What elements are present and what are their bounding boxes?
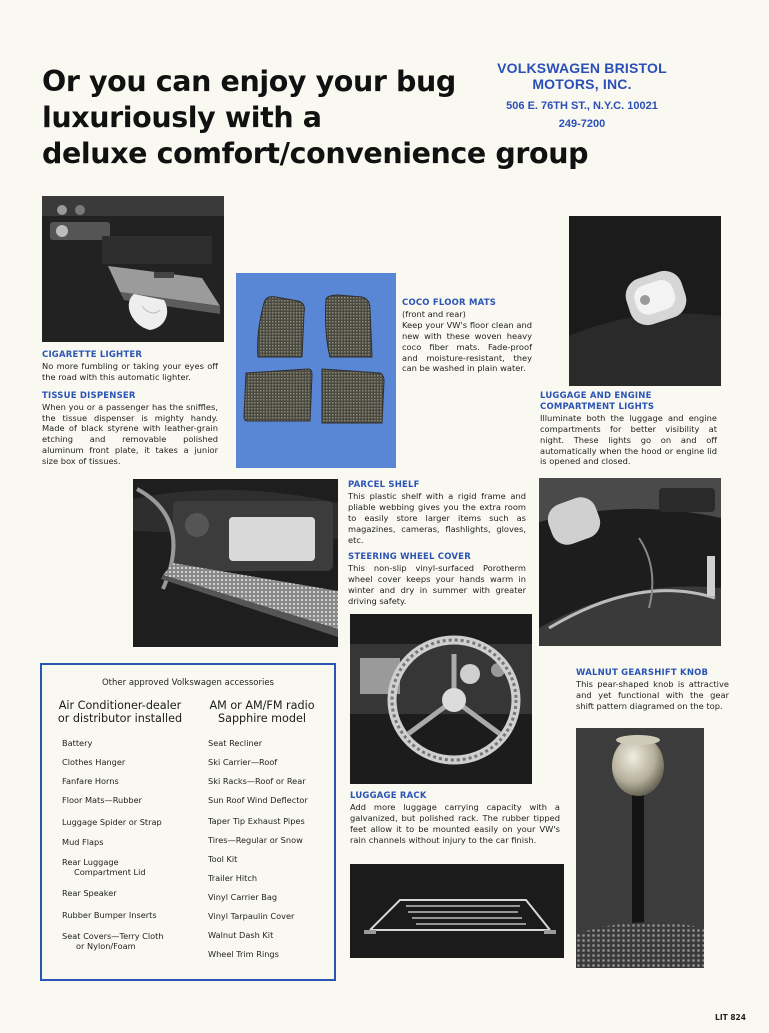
- col1-heading-line-2: or distributor installed: [57, 712, 183, 725]
- caption-compartment-lights: [540, 391, 717, 467]
- accessory-item: Tool Kit: [208, 854, 238, 864]
- parcel-shelf-photo: [133, 479, 338, 647]
- accessory-item: Walnut Dash Kit: [208, 930, 274, 940]
- footer-code: LIT 824: [715, 1013, 746, 1022]
- accessory-item: Luggage Spider or Strap: [62, 817, 162, 827]
- accessory-item: Seat Covers—Terry Cloth: [62, 931, 164, 941]
- accessory-item: Sun Roof Wind Deflector: [208, 795, 308, 805]
- headline-line-1: Or you can enjoy your bug: [42, 65, 456, 98]
- accessories-col1-heading: [50, 699, 190, 725]
- accessory-item: Vinyl Tarpaulin Cover: [208, 911, 295, 921]
- tissue-dispenser-photo: [42, 196, 224, 342]
- accessory-item: Rear Luggage: [62, 857, 119, 867]
- gearshift-knob-photo: [576, 728, 704, 968]
- text-luggage-rack: Add more luggage carrying capacity with a galvanized, but polished rack. The rubber tipped feet allow it to be mounted easily on your VW's rain channels without injury to the car finish.: [350, 801, 560, 845]
- accessory-item: Vinyl Carrier Bag: [208, 892, 278, 902]
- col2-heading-line-1: AM or AM/FM radio: [209, 699, 315, 712]
- steering-wheel-photo: [350, 614, 532, 784]
- accessories-list-col1: [62, 738, 164, 951]
- dealer-stamp: [462, 60, 702, 130]
- accessories-box: [40, 663, 336, 981]
- heading-coco-floor-mats: COCO FLOOR MATS: [402, 298, 497, 308]
- subheading-coco-floor-mats: (front and rear): [402, 308, 466, 319]
- heading-cigarette-lighter: CIGARETTE LIGHTER: [42, 350, 143, 360]
- dealer-name: VOLKSWAGEN BRISTOL MOTORS, INC.: [497, 60, 667, 92]
- engine-compartment-photo: [539, 478, 721, 646]
- accessory-item: Mud Flaps: [62, 837, 104, 847]
- col2-heading-line-2: Sapphire model: [218, 712, 306, 725]
- caption-shelf-wheel: [348, 480, 526, 607]
- heading-steering-wheel-cover: STEERING WHEEL COVER: [348, 552, 471, 563]
- accessory-item: Fanfare Horns: [62, 776, 119, 786]
- text-steering-wheel-cover: This non-slip vinyl-surfaced Porotherm wheel cover keeps your hands warm in winter and dry in summer with greater driving safety.: [348, 563, 526, 607]
- accessory-item: Wheel Trim Rings: [208, 949, 279, 959]
- headline-line-3: deluxe comfort/convenience group: [42, 137, 589, 170]
- text-gearshift-knob: This pear-shaped knob is attractive and yet functional with the gear shift pattern diagramed on the top.: [576, 678, 729, 711]
- accessories-title: Other approved Volkswagen accessories: [101, 678, 274, 688]
- accessory-item: Seat Recliner: [208, 738, 263, 748]
- accessory-item-continued: or Nylon/Foam: [76, 941, 136, 951]
- caption-lighter-tissue: [42, 350, 218, 467]
- accessory-item: Battery: [62, 738, 93, 748]
- dealer-phone: 249-7200: [558, 118, 606, 130]
- text-parcel-shelf: This plastic shelf with a rigid frame and pliable webbing gives you the extra room to easily store larger items such as magazines, cameras, flashlights, gloves, etc.: [348, 490, 526, 545]
- accessory-item: Clothes Hanger: [62, 757, 126, 767]
- luggage-rack-photo: [350, 864, 564, 958]
- accessory-item: Rubber Bumper Inserts: [62, 910, 157, 920]
- heading-tissue-dispenser: TISSUE DISPENSER: [42, 390, 136, 401]
- heading-gearshift-knob: WALNUT GEARSHIFT KNOB: [576, 668, 709, 678]
- caption-luggage-rack: [350, 791, 560, 846]
- text-coco-floor-mats: Keep your VW's floor clean and new with these woven heavy coco fiber mats. Fade-proof and moisture-resistant, they can be washed in plain water.: [402, 319, 532, 374]
- text-tissue-dispenser: When you or a passenger has the sniffles, the tissue dispenser is mighty handy. Made of black styrene with leather-grain etching and removable polished aluminum front plate, it takes a junior size box of tissues.: [42, 401, 218, 467]
- heading-luggage-rack: LUGGAGE RACK: [350, 791, 427, 801]
- heading-parcel-shelf: PARCEL SHELF: [348, 480, 420, 490]
- accessory-item: Ski Racks—Roof or Rear: [208, 776, 306, 786]
- accessory-item: Tires—Regular or Snow: [208, 835, 303, 845]
- dealer-address: 506 E. 76TH ST., N.Y.C. 10021: [506, 100, 658, 112]
- caption-gearshift-knob: [576, 668, 729, 712]
- compartment-light-photo: [569, 216, 721, 386]
- accessory-item: Rear Speaker: [62, 888, 117, 898]
- caption-floor-mats: [402, 298, 532, 374]
- accessory-item: Trailer Hitch: [208, 873, 258, 883]
- accessory-item: Taper Tip Exhaust Pipes: [208, 816, 305, 826]
- accessory-item: Ski Carrier—Roof: [208, 757, 278, 767]
- accessory-item: Floor Mats—Rubber: [62, 795, 143, 805]
- heading-compartment-lights: LUGGAGE AND ENGINE COMPARTMENT LIGHTS: [540, 391, 655, 412]
- accessories-col2-heading: [194, 699, 330, 725]
- headline-line-2: luxuriously with a: [42, 101, 322, 134]
- accessory-item-continued: Compartment Lid: [74, 867, 146, 877]
- col1-heading-line-1: Air Conditioner-dealer: [58, 699, 182, 712]
- accessories-list-col2: [208, 738, 308, 959]
- floor-mats-photo: [236, 273, 396, 468]
- text-compartment-lights: Illuminate both the luggage and engine compartments for better visibility at night. These lights go on and off automatically when the hood or engine lid is opened and closed.: [540, 412, 717, 467]
- text-cigarette-lighter: No more fumbling or taking your eyes off the road with this automatic lighter.: [42, 360, 218, 382]
